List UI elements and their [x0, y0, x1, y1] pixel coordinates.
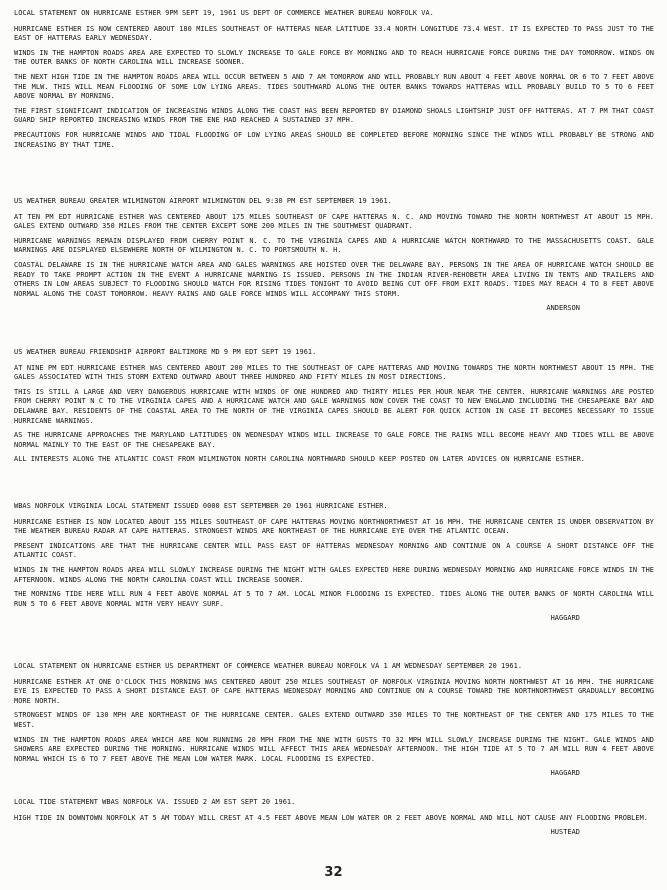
statement-heading: LOCAL STATEMENT ON HURRICANE ESTHER 9PM SEPT 19, 1961 US DEPT OF COMMERCE WEATHER BUREAU NORFOLK VA.	[14, 9, 434, 17]
statement-paragraph: PRECAUTIONS FOR HURRICANE WINDS AND TIDAL FLOODING OF LOW LYING AREAS SHOULD BE COMPLETED BEFORE MORNING SINCE THE WINDS WILL PROBABLY BE STRONG AND INCREASING BY THAT TIME.	[14, 130, 654, 149]
statement-paragraph: STRONGEST WINDS OF 130 MPH ARE NORTHEAST OF THE HURRICANE CENTER. GALES EXTEND OUTWARD 350 MILES TO THE NORTHEAST OF THE CENTER AND 175 MILES TO THE WEST.	[14, 711, 654, 729]
statement-paragraph: WINDS IN THE HAMPTON ROADS AREA WILL SLOWLY INCREASE DURING THE NIGHT WITH GALES EXPECTED HERE DURING WEDNESDAY MORNING AND HURRICANE FORCE WINDS IN THE AFTERNOON. WINDS ALONG THE NORTH CAROLINA COAST WILL INCREASE SOONER.	[14, 565, 654, 584]
statement-heading: LOCAL STATEMENT ON HURRICANE ESTHER US DEPARTMENT OF COMMERCE WEATHER BUREAU NORFOLK VA 1 AM WEDNESDAY SEPTEMBER 20 1961.	[14, 662, 523, 670]
statement-paragraph: PRESENT INDICATIONS ARE THAT THE HURRICANE CENTER WILL PASS EAST OF HATTERAS WEDNESDAY MORNING AND CONTINUE ON A COURSE A SHORT DISTANCE OFF THE ATLANTIC COAST.	[14, 541, 654, 560]
signature: HUSTEAD	[550, 828, 580, 837]
statement-paragraph: AS THE HURRICANE APPROACHES THE MARYLAND LATITUDES ON WEDNESDAY WINDS WILL INCREASE TO GALE FORCE THE RAINS WILL BECOME HEAVY AND TIDES WILL BE ABOVE NORMAL MAINLY TO THE EAST OF THE CHESAPEAKE BAY.	[14, 431, 654, 449]
tide-statement-norfolk	[14, 798, 654, 838]
statement-paragraph: AT NINE PM EDT HURRICANE ESTHER WAS CENTERED ABOUT 200 MILES TO THE SOUTHEAST OF CAPE HATTERAS AND MOVING TOWARDS THE NORTH NORTHWEST ABOUT 15 MPH. THE GALES ASSOCIATED WITH THIS STORM EXTEND OUTWARD ABOUT THREE HUNDRED AND FIFTY MILES IN MOST DIRECTIONS.	[14, 363, 654, 382]
statement-paragraph: THE MORNING TIDE HERE WILL RUN 4 FEET ABOVE NORMAL AT 5 TO 7 AM. LOCAL MINOR FLOODING IS EXPECTED. TIDES ALONG THE OUTER BANKS OF NORTH CAROLINA WILL RUN 5 TO 6 FEET ABOVE NORMAL WITH VERY HEAVY SURF.	[14, 590, 654, 608]
statement-heading: US WEATHER BUREAU GREATER WILMINGTON AIRPORT WILMINGTON DEL 9:30 PM EST SEPTEMBER 19 1961.	[14, 197, 392, 205]
statement-baltimore	[14, 348, 654, 470]
signature: HAGGARD	[550, 769, 580, 778]
statement-heading: US WEATHER BUREAU FRIENDSHIP AIRPORT BALTIMORE MD 9 PM EDT SEPT 19 1961.	[14, 348, 317, 356]
statement-paragraph: COASTAL DELAWARE IS IN THE HURRICANE WATCH AREA AND GALES WARNINGS ARE HOISTED OVER THE DELAWARE BAY. PERSONS IN THE AREA OF HURRICANE WATCH SHOULD BE READY TO TAKE PROMPT ACTION IN THE EVENT A HURRICANE WARNING IS ISSUED. PERSONS IN THE INDIAN RIVER-REHOBETH AREA LIVING IN TENTS AND TRAILERS AND OTHERS IN LOW AREAS SUBJECT TO FLOODING SHOULD WATCH FOR RISING TIDES TONIGHT TO AVOID BEING CUT OFF FROM EXIT ROADS. TIDES MAY REACH 4 TO 8 FEET ABOVE NORMAL ALONG THE COAST TOMORROW. HEAVY RAINS AND GALE FORCE WINDS WILL ACCOMPANY THIS STORM.	[14, 260, 654, 298]
statement-heading: LOCAL TIDE STATEMENT WBAS NORFOLK VA. ISSUED 2 AM EST SEPT 20 1961.	[14, 798, 296, 806]
statement-paragraph: THE FIRST SIGNIFICANT INDICATION OF INCREASING WINDS ALONG THE COAST HAS BEEN REPORTED BY DIAMOND SHOALS LIGHTSHIP JUST OFF HATTERAS. AT 7 PM THAT COAST GUARD SHIP REPORTED INCREASING WINDS FROM THE ENE HAD REACHED A SUSTAINED 37 MPH.	[14, 106, 654, 125]
signature: HAGGARD	[550, 614, 580, 623]
page-number: 32	[324, 865, 343, 880]
statement-norfolk-9pm	[14, 9, 654, 155]
statement-paragraph: WINDS IN THE HAMPTON ROADS AREA ARE EXPECTED TO SLOWLY INCREASE TO GALE FORCE BY MORNING AND TO REACH HURRICANE FORCE DURING THE DAY TOMORROW. WINDS ON THE OUTER BANKS OF NORTH CAROLINA WILL INCREASE SOONER.	[14, 48, 654, 67]
statement-paragraph: AT TEN PM EDT HURRICANE ESTHER WAS CENTERED ABOUT 175 MILES SOUTHEAST OF CAPE HATTERAS N. C. AND MOVING TOWARD THE NORTH NORTHWEST AT ABOUT 15 MPH. GALES EXTEND OUTWARD 350 MILES FROM THE CENTER EXCEPT SOME 200 MILES IN THE SOUTHWEST QUADRANT.	[14, 212, 654, 231]
signature: ANDERSON	[546, 304, 580, 313]
statement-paragraph: HURRICANE WARNINGS REMAIN DISPLAYED FROM CHERRY POINT N. C. TO THE VIRGINIA CAPES AND A HURRICANE WATCH NORTHWARD TO THE MASSACHUSETTS COAST. GALE WARNINGS ARE DISPLAYED ELSEWHERE NORTH OF WILMINGTON N. C. TO PORTSMOUTH N. H.	[14, 236, 654, 255]
statement-paragraph: WINDS IN THE HAMPTON ROADS AREA WHICH ARE NOW RUNNING 20 MPH FROM THE NNE WITH GUSTS TO 32 MPH WILL SLOWLY INCREASE DURING THE NIGHT. GALE WINDS AND SHOWERS ARE EXPECTED DURING THE MORNING. HURRICANE WINDS WILL AFFECT THIS AREA WEDNESDAY AFTERNOON. THE HIGH TIDE AT 5 TO 7 AM WILL RUN 4 FEET ABOVE NORMAL WHICH IS 6 TO 7 FEET ABOVE THE MEAN LOW WATER MARK. LOCAL FLOODING IS EXPECTED.	[14, 735, 654, 763]
statement-wilmington	[14, 197, 654, 314]
statement-paragraph: ALL INTERESTS ALONG THE ATLANTIC COAST FROM WILMINGTON NORTH CAROLINA NORTHWARD SHOULD KEEP POSTED ON LATER ADVICES ON HURRICANE ESTHER.	[14, 455, 585, 464]
statement-paragraph: HIGH TIDE IN DOWNTOWN NORFOLK AT 5 AM TODAY WILL CREST AT 4.5 FEET ABOVE MEAN LOW WATER OR 2 FEET ABOVE NORMAL AND WILL NOT CAUSE ANY FLOODING PROBLEM.	[14, 813, 648, 822]
statement-paragraph: HURRICANE ESTHER IS NOW CENTERED ABOUT 180 MILES SOUTHEAST OF HATTERAS NEAR LATITUDE 33.4 NORTH LONGITUDE 73.4 WEST. IT IS EXPECTED TO PASS JUST TO THE EAST OF HATTERAS EARLY WEDNESDAY.	[14, 24, 654, 43]
statement-paragraph: THE NEXT HIGH TIDE IN THE HAMPTON ROADS AREA WILL OCCUR BETWEEN 5 AND 7 AM TOMORROW AND WILL PROBABLY RUN ABOUT 4 FEET ABOVE NORMAL OR 6 TO 7 FEET ABOVE THE MLW. THIS WILL MEAN FLOODING OF SOME LOW LYING AREAS. TIDES SOUTHWARD ALONG THE OUTER BANKS TOWARDS HATTERAS WILL PROBABLY BUILD TO 5 TO 6 FEET ABOVE NORMAL BY MORNING.	[14, 72, 654, 101]
statement-paragraph: HURRICANE ESTHER AT ONE O'CLOCK THIS MORNING WAS CENTERED ABOUT 250 MILES SOUTHEAST OF NORFOLK VIRGINIA MOVING NORTH NORTHWEST AT 16 MPH. THE HURRICANE EYE IS EXPECTED TO PASS A SHORT DISTANCE EAST OF CAPE HATTERAS WEDNESDAY MORNING AND CONTINUE ON A COURSE TOWARD THE NORTHNORTHWEST GRADUALLY BECOMING MORE NORTH.	[14, 677, 654, 705]
statement-paragraph: HURRICANE ESTHER IS NOW LOCATED ABOUT 155 MILES SOUTHEAST OF CAPE HATTERAS MOVING NORTHNORTHWEST AT 16 MPH. THE HURRICANE CENTER IS UNDER OBSERVATION BY THE WEATHER BUREAU RADAR AT CAPE HATTERAS. STRONGEST WINDS ARE NORTHEAST OF THE HURRICANE EYE OVER THE ATLANTIC OCEAN.	[14, 517, 654, 536]
statement-paragraph: THIS IS STILL A LARGE AND VERY DANGEROUS HURRICANE WITH WINDS OF ONE HUNDRED AND THIRTY MILES PER HOUR NEAR THE CENTER. HURRICANE WARNINGS ARE POSTED FROM CHERRY POINT N C TO THE VIRGINIA CAPES AND A HURRICANE WATCH AND GALE WARNINGS NOW COVER THE COAST TO NEW ENGLAND INCLUDING THE CHESAPEAKE BAY AND DELAWARE BAY. RESIDENTS OF THE COASTAL AREA TO THE NORTH OF THE VIRGINIA CAPES SHOULD BE ALERT FOR QUICK ACTION IN CASE IT BECOMES NECESSARY TO ISSUE HURRICANE WARNINGS.	[14, 387, 654, 425]
statement-norfolk-0000	[14, 502, 654, 624]
statement-norfolk-1am	[14, 662, 654, 779]
statement-heading: WBAS NORFOLK VIRGINIA LOCAL STATEMENT ISSUED 0000 EST SEPTEMBER 20 1961 HURRICANE ESTHER.	[14, 502, 388, 510]
